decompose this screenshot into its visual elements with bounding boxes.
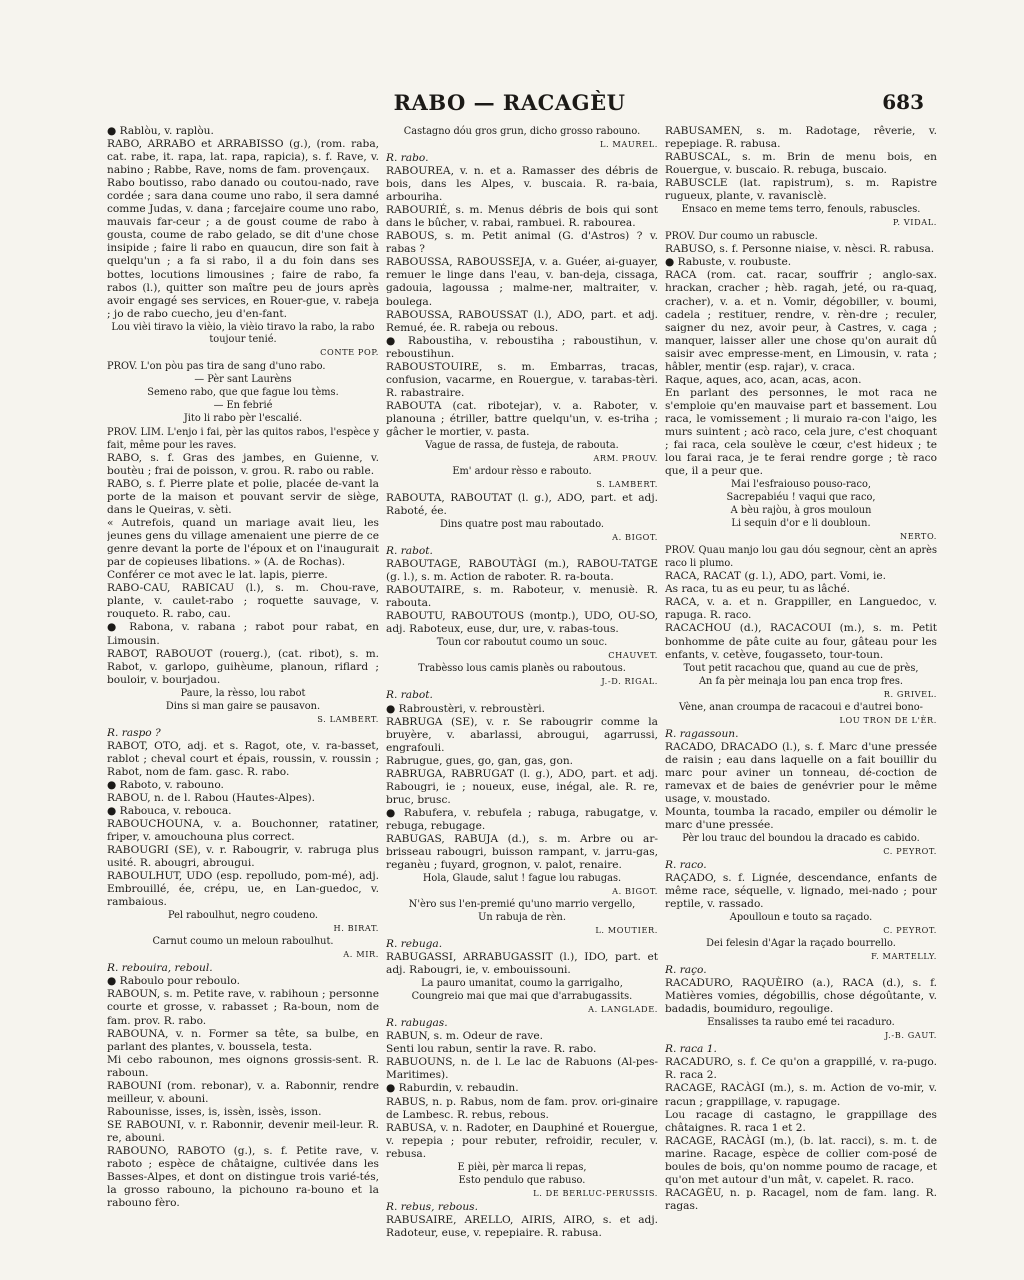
citation-line: Pèr lou trauc del boundou la dracado es cabido. <box>682 832 920 844</box>
dictionary-entry: RABOUSSA, RABOUSSEJA, v. a. Guéer, ai-guayer, remuer le linge dans l'eau, v. ban-deja, cissaga, gadouia, lagoussa ; malme-ner, maltraiter, v. boulega. <box>386 256 658 308</box>
dictionary-entry: ● Raburdin, v. rebaudin. <box>386 1082 519 1095</box>
citation-line: E pièi, pèr marca li repas, <box>457 1161 587 1173</box>
citation-source: H. BIRAT. <box>333 923 379 934</box>
dictionary-entry: ● Raboulo pour reboulo. <box>107 975 240 988</box>
citation-source: A. BIGOT. <box>612 532 658 543</box>
dictionary-entry: RABOUTA, RABOUTAT (l. g.), ADO, part. et adj. Raboté, ée. <box>386 492 658 518</box>
dictionary-entry: As raca, tu as eu peur, tu as lâché. <box>665 583 851 596</box>
column-right <box>665 125 937 1255</box>
dictionary-entry: RABUSAMEN, s. m. Radotage, rêverie, v. repepiage. R. rabusa. <box>665 125 937 151</box>
citation-line: Li sequin d'or e li doubloun. <box>731 518 871 530</box>
citation-source: ARM. PROUV. <box>593 453 658 464</box>
citation-line: La pauro umanitat, coumo la garrigalho, <box>421 978 623 990</box>
dictionary-entry: ● Raboustiha, v. reboustiha ; raboustihun, v. reboustihun. <box>386 334 658 360</box>
citation-source: A. LANGLADE. <box>588 1004 658 1015</box>
proverb: PROV. Quau manjo lou gau dóu segnour, cènt an après raco li plumo. <box>665 545 937 570</box>
proverb: PROV. LIM. L'enjo i fai, pèr las quitos rabos, l'espèce y fait, même pour les raves. <box>107 426 379 451</box>
citation-line: Paure, la rèsso, lou rabot <box>180 687 306 699</box>
dictionary-entry: En parlant des personnes, le mot raca ne s'emploie qu'en mauvaise part et bassement. Lou raca, le vomissement ; li muraio ra-con l'aigo, les murs suintent ; acò raco, cela jure, c'est choquant ; fai raca, cela soulève le cœur, c'est hideux ; te lou farai raca, je te ferai rendre gorge ; tè raco que, il a peur que. <box>665 386 937 478</box>
citation-line: Ensaco en meme tems terro, fenouls, rabuscles. <box>681 204 921 216</box>
citation-source: NERTO. <box>899 531 937 542</box>
etymology-ref: R. rebouira, reboul. <box>107 962 213 975</box>
citation-line: Jito li rabo pèr l'escalié. <box>183 412 303 424</box>
dictionary-entry: RABUS, n. p. Rabus, nom de fam. prov. ori-ginaire de Lambesc. R. rebus, rebous. <box>386 1095 658 1121</box>
citation-line: Pel raboulhut, negro coudeno. <box>167 910 319 922</box>
dictionary-entry: RABOUTAIRE, s. m. Raboteur, v. menusiè. R. rabouta. <box>386 584 658 610</box>
dictionary-entry: RABOURIÉ, s. m. Menus débris de bois qui sont dans le bûcher, v. rabai, rambuei. R. rabourea. <box>386 204 658 230</box>
citation-source: J.-B. GAUT. <box>884 1030 937 1041</box>
dictionary-entry: RACAGE, RACÀGI (m.), (b. lat. racci), s. m. t. de marine. Racage, espèce de collier com-posé de boules de bois, qu'on nomme poumo de racage, et qu'on met autour d'un mât, v. capelet. R. raco. <box>665 1134 937 1186</box>
citation-source: CONTE POP. <box>320 346 379 357</box>
dictionary-entry: RACACHOU (d.), RACACOUI (m.), s. m. Petit bonhomme de pâte cuite au four, gâteau pour les enfants, v. cetève, fougasseto, tour-toun. <box>665 622 937 661</box>
etymology-ref: R. rabugas. <box>386 1017 448 1030</box>
dictionary-entry: RABOT, OTO, adj. et s. Ragot, ote, v. ra-basset, rablot ; cheval court et épais, roussin, v. roussin ; Rabot, nom de fam. gasc. R. rabo. <box>107 739 379 778</box>
citation-source: A. MIR. <box>343 949 379 960</box>
citation-line: Castagno dóu gros grun, dicho grosso rabouno. <box>403 126 641 137</box>
dictionary-entry: RABO, ARRABO et ARRABISSO (g.), (rom. raba, cat. rabe, it. rapa, lat. rapa, rapicia), s. f. Rave, v. nabino ; Rabbe, Rave, noms de fam. provençaux. <box>107 138 379 177</box>
citation-line: Coungreio mai que mai que d'arrabugassits. <box>411 991 633 1003</box>
etymology-ref: R. rabot. <box>386 689 433 702</box>
dictionary-entry: RABOUSTOUIRE, s. m. Embarras, tracas, confusion, vacarme, en Rouergue, v. tarabas-tèri. R. rabastraire. <box>386 360 658 399</box>
citation-source: A. BIGOT. <box>612 886 658 897</box>
citation-line: Trabèsso lous camis planès ou raboutous. <box>418 663 626 675</box>
dictionary-entry: RABOUTAGE, RABOUTÀGI (m.), RABOU-TATGE (g. l.), s. m. Action de raboter. R. ra-bouta. <box>386 558 658 584</box>
dictionary-entry: RACADURO, RAQUÈIRO (a.), RACA (d.), s. f. Matières vomies, dégobillis, chose dégoûtante, v. badadis, boumiduro, regoulige. <box>665 977 937 1016</box>
dictionary-entry: RACA, RACAT (g. l.), ADO, part. Vomi, ie. <box>665 570 886 583</box>
dictionary-entry: Senti lou rabun, sentir la rave. R. rabo. <box>386 1043 597 1056</box>
citation-line: Em' ardour rèsso e rabouto. <box>452 466 592 478</box>
dictionary-entry: RABOUS, s. m. Petit animal (G. d'Astros) ? v. rabas ? <box>386 230 658 256</box>
dictionary-entry: SE RABOUNI, v. r. Rabonnir, devenir meil-leur. R. re, abouni. <box>107 1118 379 1144</box>
dictionary-entry: RACA, v. a. et n. Grappiller, en Languedoc, v. rapuga. R. raco. <box>665 596 937 622</box>
column-middle <box>386 125 658 1255</box>
dictionary-entry: RABRUGA, RABRUGAT (l. g.), ADO, part. et adj. Rabougri, ie ; noueux, euse, inégal, ale. R. re, bruc, brusc. <box>386 767 658 806</box>
citation-source: LOU TRON DE L'ÈR. <box>839 714 937 725</box>
citation-source: L. MAUREL. <box>599 139 658 149</box>
dictionary-entry: RABOUNA, v. n. Former sa tête, sa bulbe, en parlant des plantes, v. boussela, testa. <box>107 1027 379 1053</box>
dictionary-entry: RABUSA, v. n. Radoter, en Dauphiné et Rouergue, v. repepia ; pour rebuter, refroidir, reculer, v. rebusa. <box>386 1121 658 1160</box>
dictionary-entry: RACAGÈU, n. p. Racagel, nom de fam. lang. R. ragas. <box>665 1186 937 1212</box>
dictionary-entry: RABOUTU, RABOUTOUS (montp.), UDO, OU-SO, adj. Raboteux, euse, dur, ure, v. rabas-tous. <box>386 610 658 636</box>
dictionary-entry: RABOUNO, RABOTO (g.), s. f. Petite rave, v. raboto ; espèce de châtaigne, cultivée dans les Basses-Alpes, et dont on distingue trois varié-tés, la grosso rabouno, la pichouno ra-bouno et la rabouno fèro. <box>107 1145 379 1210</box>
dictionary-entry: RABUSCAL, s. m. Brin de menu bois, en Rouergue, v. buscaio. R. rebuga, buscaio. <box>665 151 937 177</box>
citation-source: C. PEYROT. <box>883 925 937 936</box>
citation-source: P. VIDAL. <box>892 217 937 228</box>
dictionary-entry: RABOUN, s. m. Petite rave, v. rabihoun ; personne courte et grosse, v. rabasset ; Ra-boun, nom de fam. prov. R. rabo. <box>107 988 379 1027</box>
dictionary-entry: Rabo boutisso, rabo danado ou coutou-nado, rave cordée ; sara dana coume uno rabo, il sera damné comme Judas, v. dana ; farcejaire coume uno rabo, mauvais far-ceur ; a de goust coume de rabo à gousta, coume de rabo gelado, se dit d'une chose insipide ; faire li rabo en quaucun, dire son fait à quelqu'un ; a fa si rabo, il a du foin dans ses bottes, locutions limousines ; faire de rabo, fa rabos (l.), quitter son maître peu de jours après avoir engagé ses services, en Rouer-gue, v. rabeja ; jo de rabo cuecho, jeu d'en-fant. <box>107 177 379 320</box>
proverb: PROV. Dur coumo un rabuscle. <box>665 231 818 243</box>
dictionary-entry: RABUSAIRE, ARELLO, AIRIS, AIRO, s. et adj. Radoteur, euse, v. repepiaire. R. rabusa. <box>386 1213 658 1239</box>
running-title: RABO — RACAGÈU <box>393 90 626 115</box>
citation-source: S. LAMBERT. <box>317 713 379 724</box>
citation-line: Vène, anan croumpa de racacoui e d'autrei bono- <box>679 701 923 713</box>
dictionary-entry: ● Raboto, v. rabouno. <box>107 778 224 791</box>
etymology-ref: R. rebus, rebous. <box>386 1200 478 1213</box>
dictionary-entry: Rabrugue, gues, go, gan, gas, gon. <box>386 754 574 767</box>
proverb: PROV. L'on pòu pas tira de sang d'uno rabo. <box>107 360 326 372</box>
citation-line: Lou vièi tiravo la vièio, la vièio tiravo la rabo, la rabo toujour tenié. <box>111 321 375 345</box>
citation-source: J.-D. RIGAL. <box>601 676 658 687</box>
dictionary-entry: ● Rabouca, v. rebouca. <box>107 804 232 817</box>
citation-line: Carnut coumo un meloun raboulhut. <box>152 936 334 948</box>
dictionary-entry: Mi cebo rabounon, mes oignons grossis-sent. R. raboun. <box>107 1053 379 1079</box>
citation-line: Dei felesin d'Agar la raçado bourrello. <box>706 938 896 950</box>
dictionary-entry: RABOUTA (cat. ribotejar), v. a. Raboter, v. planouna ; étriller, battre quelqu'un, v. es-triha ; gâcher le mortier, v. pasta. <box>386 399 658 438</box>
dictionary-entry: RABOU, n. de l. Rabou (Hautes-Alpes). <box>107 791 316 804</box>
etymology-ref: R. rabot. <box>386 545 433 558</box>
dictionary-entry: RABUOUNS, n. de l. Le lac de Rabuons (Al-pes-Maritimes). <box>386 1056 658 1082</box>
citation-line: Esto pendulo que rabuso. <box>458 1174 586 1186</box>
dictionary-entry: RABOT, RABOUOT (rouerg.), (cat. ribot), s. m. Rabot, v. garlopo, guihèume, planoun, riflard ; bouloir, v. bourjadou. <box>107 647 379 686</box>
etymology-ref: R. rabo. <box>386 152 429 164</box>
dictionary-entry: RABO, s. f. Pierre plate et polie, placée de-vant la porte de la maison et pouvant servir de siège, dans le Queiras, v. sèti. <box>107 477 379 517</box>
dictionary-entry: RABUGAS, RABUJA (d.), s. m. Arbre ou ar-brisseau rabougri, buisson rampant, v. jarru-gas, reganèu ; fuyard, grognon, v. palot, renaire. <box>386 832 658 872</box>
dictionary-entry: ● Rablòu, v. raplòu. <box>107 125 214 137</box>
citation-line: An fa pèr meinaja lou pan enca trop fres. <box>698 675 903 687</box>
dictionary-entry: RAÇADO, s. f. Lignée, descendance, enfants de même race, séquelle, v. lignado, mei-nado ; pour reptile, v. rassado. <box>665 872 937 911</box>
citation-source: L. DE BERLUC-PERUSSIS. <box>533 1187 658 1198</box>
citation-source: C. PEYROT. <box>883 845 937 856</box>
etymology-ref: R. raco. <box>665 858 707 871</box>
dictionary-entry: RACA (rom. cat. racar, souffrir ; anglo-sax. hrackan, cracher ; hèb. ragah, jeté, ou ra-quaq, cracher), v. a. et n. Vomir, dégobiller, v. boumi, cadela ; restituer, rendre, v. rèn-dre ; reculer, saigner du nez, avoir peur, à Castres, v. caga ; manquer, laisser aller une chose qu'on aurait dû saisir avec empresse-ment, en Limousin, v. rata ; hâbler, mentir (esp. rajar), v. craca. <box>665 269 937 373</box>
citation-line: — Pèr sant Laurèns <box>194 373 292 385</box>
citation-line: Hola, Glaude, salut ! fague lou rabugas. <box>422 873 622 885</box>
citation-source: R. GRIVEL. <box>883 688 937 699</box>
dictionary-entry: Lou racage di castagno, le grappillage des châtaignes. R. raca 1 et 2. <box>665 1108 937 1134</box>
citation-line: Ensalisses ta raubo emé tei racaduro. <box>707 1017 895 1029</box>
etymology-ref: R. rebuga. <box>386 938 443 951</box>
dictionary-entry: RABOUREA, v. n. et a. Ramasser des débris de bois, dans les Alpes, v. buscaia. R. ra-baia, arbouriha. <box>386 165 658 204</box>
dictionary-entry: RACADO, DRACADO (l.), s. f. Marc d'une pressée de raisin ; eau dans laquelle on a fait bouillir du marc pour aviner un tonneau, dé-coction de ramevax et de baies de genévrier pour le même usage, v. moustado. <box>665 740 937 805</box>
dictionary-entry: ● Rabuste, v. roubuste. <box>665 256 792 269</box>
dictionary-entry: RACAGE, RACÀGI (m.), s. m. Action de vo-mir, v. racun ; grappillage, v. rapugage. <box>665 1082 937 1108</box>
citation-line: Tout petit racachou que, quand au cue de près, <box>683 662 919 674</box>
dictionary-entry: RABO, s. f. Gras des jambes, en Guienne, v. boutèu ; frai de poisson, v. grou. R. rabo ou rable. <box>107 451 379 477</box>
column-left <box>107 125 379 1255</box>
citation-source: L. MOUTIER. <box>595 925 658 936</box>
dictionary-entry: ● Rabona, v. rabana ; rabot pour rabat, en Limousin. <box>107 621 379 647</box>
dictionary-entry: RABOUNI (rom. rebonar), v. a. Rabonnir, rendre meilleur, v. abouni. <box>107 1079 379 1105</box>
etymology-ref: R. raca 1. <box>665 1043 717 1056</box>
dictionary-entry: RABOUCHOUNA, v. a. Bouchonner, ratatiner, friper, v. amouchouna plus correct. <box>107 818 379 844</box>
dictionary-entry: RABUSCLE (lat. rapistrum), s. m. Rapistre rugueux, plante, v. ravanisclè. <box>665 177 937 203</box>
dictionary-entry: RABOUSSA, RABOUSSAT (l.), ADO, part. et adj. Remué, ée. R. rabeja ou rebous. <box>386 308 658 334</box>
dictionary-entry: RACADURO, s. f. Ce qu'on a grappillé, v. ra-pugo. R. raca 2. <box>665 1056 937 1082</box>
page-number: 683 <box>882 90 924 114</box>
citation-line: Sacrepabiéu ! vaqui que raco, <box>726 492 876 504</box>
dictionary-entry: « Autrefois, quand un mariage avait lieu, les jeunes gens du village amenaient une pierre de ce genre devant la porte de l'époux et on l'inaugurait par de copieuses libations. » (A. de Rochas). <box>107 517 379 569</box>
dictionary-entry: ● Rabroustèri, v. rebroustèri. <box>386 702 545 715</box>
citation-source: S. LAMBERT. <box>596 479 658 490</box>
citation-line: N'èro sus l'en-premié qu'uno marrio vergello, <box>408 899 636 911</box>
citation-line: Mai l'esfraiouso pouso-raco, <box>730 479 872 491</box>
citation-source: CHAUVET. <box>608 650 658 661</box>
dictionary-entry: ● Rabufera, v. rebufela ; rabuga, rabugatge, v. rebuga, rebugage. <box>386 806 658 832</box>
dictionary-entry: RABOUGRI (SE), v. r. Rabougrir, v. rabruga plus usité. R. abougri, abrougui. <box>107 844 379 870</box>
citation-line: — En febrié <box>213 399 273 411</box>
dictionary-entry: RABO-CAU, RABICAU (l.), s. m. Chou-rave, plante, v. caulet-rabo ; roquette sauvage, v. rouqueto. R. rabo, cau. <box>107 582 379 621</box>
dictionary-entry: Mounta, toumba la racado, empiler ou démolir le marc d'une pressée. <box>665 805 937 831</box>
etymology-ref: R. ragassoun. <box>665 727 739 740</box>
etymology-ref: R. raspo ? <box>107 726 161 739</box>
dictionary-entry: Conférer ce mot avec le lat. lapis, pierre. <box>107 569 328 582</box>
citation-line: Vague de rassa, de fusteja, de rabouta. <box>425 440 619 452</box>
dictionary-entry: Rabounisse, isses, is, issèn, issès, isson. <box>107 1105 322 1118</box>
dictionary-entry: RABUSO, s. f. Personne niaise, v. nèsci. R. rabusa. <box>665 243 935 256</box>
dictionary-entry: RABUGASSI, ARRABUGASSIT (l.), IDO, part. et adj. Rabougri, ie, v. embouissouni. <box>386 951 658 977</box>
citation-line: Semeno rabo, que que fague lou tèms. <box>147 386 339 398</box>
dictionary-entry: RABRUGA (SE), v. r. Se rabougrir comme la bruyère, v. abarlassi, abrougui, agarrussi, engrafouli. <box>386 715 658 754</box>
dictionary-entry: RABOULHUT, UDO (esp. repolludo, pom-mé), adj. Embrouillé, ée, crépu, ue, en Lan-guedoc, v. rambaious. <box>107 870 379 909</box>
citation-line: Un rabuja de rèn. <box>478 912 566 924</box>
etymology-ref: R. raço. <box>665 964 707 977</box>
citation-line: Dins quatre post mau raboutado. <box>439 519 605 531</box>
citation-line: A bèu rajòu, à gros mouloun <box>730 505 872 517</box>
citation-line: Dins si man gaire se pausavon. <box>165 700 321 712</box>
citation-source: F. MARTELLY. <box>871 951 937 962</box>
citation-line: Toun cor raboutut coumo un souc. <box>436 637 608 649</box>
citation-line: Apoulloun e touto sa raçado. <box>729 912 873 924</box>
dictionary-entry: RABUN, s. m. Odeur de rave. <box>386 1030 544 1043</box>
page-header <box>95 90 924 120</box>
dictionary-entry: Raque, aques, aco, acan, acas, acon. <box>665 373 862 386</box>
